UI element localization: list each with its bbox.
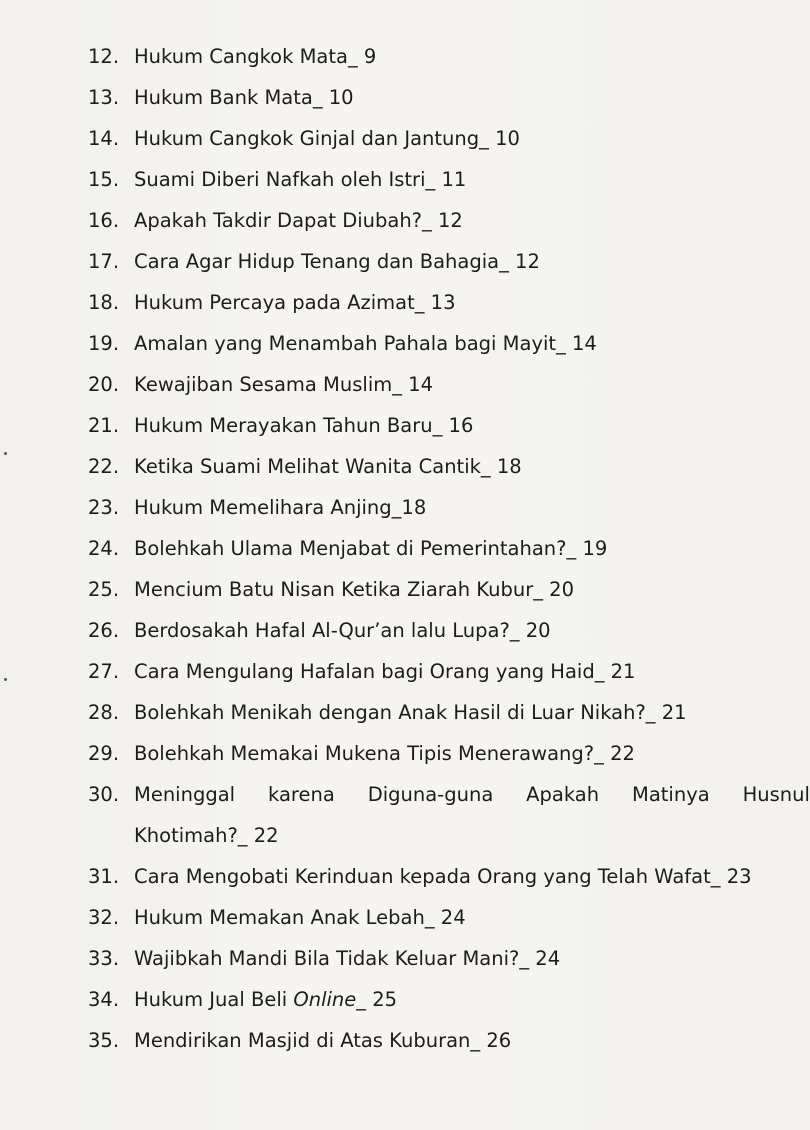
toc-word: Diguna-guna [367,783,494,806]
toc-number: 34. [88,988,120,1011]
toc-title: Hukum Cangkok Mata_ 9 [134,45,377,68]
toc-title-line-2: Khotimah?_ 22 [134,824,279,847]
toc-item-20 [88,364,778,405]
toc-title: Ketika Suami Melihat Wanita Cantik_ 18 [134,455,522,478]
toc-item-26 [88,610,778,651]
toc-word: Meninggal [134,783,236,806]
toc-title: Kewajiban Sesama Muslim_ 14 [134,373,433,396]
toc-number: 33. [88,947,120,970]
toc-item-18 [88,282,778,323]
toc-number: 20. [88,373,120,396]
toc-item-32 [88,897,778,938]
toc-item-16 [88,200,778,241]
toc-title: Bolehkah Ulama Menjabat di Pemerintahan?_ 19 [134,537,608,560]
toc-number: 13. [88,86,120,109]
toc-title: Bolehkah Menikah dengan Anak Hasil di Luar Nikah?_ 21 [134,701,687,724]
toc-title: Hukum Merayakan Tahun Baru_ 16 [134,414,474,437]
toc-number: 12. [88,45,120,68]
toc-number: 18. [88,291,120,314]
toc-title [134,979,778,1020]
toc-item-31 [88,856,778,897]
toc-word: Matinya [632,783,710,806]
toc-number: 26. [88,619,120,642]
toc-number: 28. [88,701,120,724]
toc-number: 19. [88,332,120,355]
toc-title-suffix: _ 25 [356,988,398,1011]
toc-title: Hukum Memelihara Anjing_18 [134,496,427,519]
toc-number: 16. [88,209,120,232]
toc-item-12 [88,36,778,77]
table-of-contents [88,36,810,1061]
toc-word: Apakah [526,783,600,806]
toc-number: 27. [88,660,120,683]
toc-title [134,774,810,856]
toc-item-22 [88,446,778,487]
toc-number: 22. [88,455,120,478]
toc-number: 23. [88,496,120,519]
toc-item-21 [88,405,778,446]
toc-item-27 [88,651,778,692]
toc-number: 15. [88,168,120,191]
toc-item-17 [88,241,778,282]
toc-item-14 [88,118,778,159]
toc-title: Berdosakah Hafal Al-Qur’an lalu Lupa?_ 20 [134,619,551,642]
toc-number: 30. [88,783,120,806]
toc-title-line-1 [134,774,810,815]
toc-item-30 [88,774,810,856]
toc-title: Apakah Takdir Dapat Diubah?_ 12 [134,209,463,232]
toc-title: Bolehkah Memakai Mukena Tipis Menerawang?_ 22 [134,742,635,765]
toc-number: 31. [88,865,120,888]
toc-title: Hukum Memakan Anak Lebah_ 24 [134,906,466,929]
toc-item-35 [88,1020,778,1061]
toc-title: Hukum Cangkok Ginjal dan Jantung_ 10 [134,127,520,150]
toc-number: 17. [88,250,120,273]
toc-number: 32. [88,906,120,929]
toc-title: Mendirikan Masjid di Atas Kuburan_ 26 [134,1029,512,1052]
toc-item-19 [88,323,778,364]
toc-number: 21. [88,414,120,437]
toc-title: Hukum Percaya pada Azimat_ 13 [134,291,456,314]
toc-title-prefix: Hukum Jual Beli [134,988,294,1011]
toc-word: karena [268,783,335,806]
toc-number: 14. [88,127,120,150]
toc-item-28 [88,692,778,733]
toc-title: Cara Agar Hidup Tenang dan Bahagia_ 12 [134,250,540,273]
toc-number: 29. [88,742,120,765]
toc-item-24 [88,528,778,569]
toc-title: Amalan yang Menambah Pahala bagi Mayit_ 14 [134,332,597,355]
toc-title: Suami Diberi Nafkah oleh Istri_ 11 [134,168,467,191]
toc-title: Hukum Bank Mata_ 10 [134,86,354,109]
toc-title: Cara Mengulang Hafalan bagi Orang yang Haid_ 21 [134,660,636,683]
toc-item-34 [88,979,778,1020]
toc-title: Mencium Batu Nisan Ketika Ziarah Kubur_ 20 [134,578,574,601]
margin-mark [4,452,7,455]
toc-item-25 [88,569,778,610]
toc-item-23 [88,487,778,528]
toc-number: 35. [88,1029,120,1052]
toc-item-15 [88,159,778,200]
toc-item-33 [88,938,778,979]
toc-title-italic: Online [293,988,357,1011]
toc-item-29 [88,733,778,774]
toc-title: Cara Mengobati Kerinduan kepada Orang yang Telah Wafat_ 23 [134,865,752,888]
toc-item-13 [88,77,778,118]
toc-word: Husnul [742,783,810,806]
toc-number: 24. [88,537,120,560]
toc-number: 25. [88,578,120,601]
toc-title: Wajibkah Mandi Bila Tidak Keluar Mani?_ 24 [134,947,561,970]
margin-mark [4,678,7,681]
